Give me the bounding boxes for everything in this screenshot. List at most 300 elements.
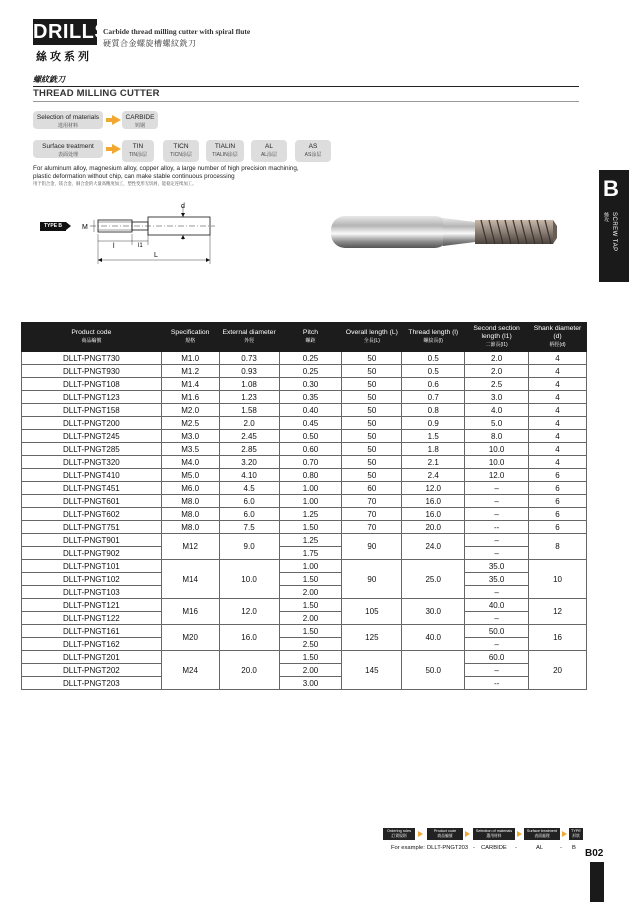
ordering-materials-box <box>473 828 515 840</box>
overall-length-cell: 50 <box>342 365 402 378</box>
thread-length-cell: 40.0 <box>402 625 465 651</box>
table-row <box>22 677 587 690</box>
materials-label-cn: 选用材料 <box>57 123 78 129</box>
ordering-box-cn: 形狀 <box>572 834 580 838</box>
second-section-length-cell: 12.0 <box>465 469 529 482</box>
table-row <box>22 599 587 612</box>
specification-cell: M14 <box>161 560 219 599</box>
product-code-cell: DLLT-PNGT200 <box>22 417 162 430</box>
overall-length-cell: 90 <box>342 560 402 599</box>
specification-cell: M1.6 <box>161 391 219 404</box>
external-diameter-cell: 1.23 <box>219 391 279 404</box>
surface-option-ticn <box>163 140 199 162</box>
product-code-cell: DLLT-PNGT601 <box>22 495 162 508</box>
external-diameter-cell: 2.0 <box>219 417 279 430</box>
column-header-en: Overall length (L) <box>345 329 398 336</box>
shank-diameter-cell: 6 <box>529 495 587 508</box>
materials-label <box>33 111 103 129</box>
external-diameter-cell: 2.45 <box>219 430 279 443</box>
second-section-length-cell: – <box>465 534 529 547</box>
column-header <box>402 323 465 352</box>
shank-diameter-cell: 4 <box>529 391 587 404</box>
column-header <box>161 323 219 352</box>
surface-option-cn: AS涂层 <box>304 152 322 158</box>
second-section-length-cell: – <box>465 508 529 521</box>
table-row <box>22 365 587 378</box>
ordering-box-en: Selection of materials <box>475 829 513 833</box>
subtitle-en: Carbide thread milling cutter with spiral flute <box>103 27 251 36</box>
surface-label <box>33 140 103 158</box>
column-header-cn: 二節長(l1) <box>485 342 508 348</box>
thread-length-cell: 16.0 <box>402 508 465 521</box>
column-header-cn: 規格 <box>185 338 196 344</box>
example-material: CARBIDE <box>481 845 507 851</box>
column-header-cn: 全長(L) <box>363 338 380 344</box>
column-header-cn: 螺距 <box>305 338 316 344</box>
overall-length-cell: 70 <box>342 508 402 521</box>
thread-length-cell: 0.8 <box>402 404 465 417</box>
shank-diameter-cell: 10 <box>529 560 587 599</box>
section-title-cn: 螺紋銑刀 <box>33 75 65 84</box>
overall-length-cell: 50 <box>342 391 402 404</box>
shank-diameter-cell: 12 <box>529 599 587 625</box>
overall-length-cell: 50 <box>342 378 402 391</box>
product-code-cell: DLLT-PNGT161 <box>22 625 162 638</box>
column-header-cn: 柄徑(d) <box>549 342 566 348</box>
second-section-length-cell: – <box>465 612 529 625</box>
product-code-cell: DLLT-PNGT930 <box>22 365 162 378</box>
table-row <box>22 638 587 651</box>
description-line-2: plastic deformation without chip, can make stable continuous processing <box>33 172 235 180</box>
table-row <box>22 651 587 664</box>
table-row <box>22 469 587 482</box>
table-row <box>22 456 587 469</box>
second-section-length-cell: 2.0 <box>465 365 529 378</box>
surface-option-en: TIN <box>132 143 144 150</box>
surface-option-as <box>295 140 331 162</box>
ordering-box-en: TYPE <box>571 829 581 833</box>
thread-length-cell: 16.0 <box>402 495 465 508</box>
column-header-en: Product code <box>71 329 112 336</box>
second-section-length-cell: 10.0 <box>465 443 529 456</box>
specification-cell: M20 <box>161 625 219 651</box>
column-header-cn: 螺紋長(l) <box>423 338 443 344</box>
table-row <box>22 612 587 625</box>
thread-length-cell: 24.0 <box>402 534 465 560</box>
specification-cell: M1.0 <box>161 352 219 365</box>
thread-length-cell: 2.4 <box>402 469 465 482</box>
l-label: l <box>113 243 115 250</box>
table-row <box>22 547 587 560</box>
external-diameter-cell: 1.58 <box>219 404 279 417</box>
page-bar <box>590 862 604 902</box>
surface-option-cn: TICN涂层 <box>170 152 192 158</box>
arrow-right-icon <box>465 831 470 837</box>
second-section-length-cell: – <box>465 482 529 495</box>
neck-body <box>443 218 475 246</box>
specification-cell: M24 <box>161 651 219 690</box>
table-row <box>22 573 587 586</box>
side-tab-text-en: SCREW TAP <box>611 212 617 252</box>
ordering-box-cn: 選用材料 <box>486 834 502 838</box>
brand-cn: 絲攻系列 <box>36 51 92 63</box>
product-code-cell: DLLT-PNGT320 <box>22 456 162 469</box>
description-cn: 用于铝合金、镁合金、铜合金的大量高精度加工，塑性变形无切屑，能稳定连续加工。 <box>33 181 197 186</box>
overall-length-cell: 90 <box>342 534 402 560</box>
shank-diameter-cell: 6 <box>529 469 587 482</box>
arrow-right-icon <box>418 831 423 837</box>
product-code-cell: DLLT-PNGT451 <box>22 482 162 495</box>
surface-option-en: AL <box>265 143 273 150</box>
pitch-cell: 1.25 <box>279 534 342 547</box>
surface-label-en: Surface treatment <box>42 143 94 150</box>
thread-length-cell: 1.8 <box>402 443 465 456</box>
overall-length-cell: 50 <box>342 417 402 430</box>
example-sep: - <box>560 845 562 851</box>
column-header-cn: 商品編號 <box>81 338 102 344</box>
column-header-en: Specification <box>170 329 210 336</box>
ordering-box-cn: 表面處理 <box>534 834 550 838</box>
external-diameter-cell: 16.0 <box>219 625 279 651</box>
shank-diameter-cell: 4 <box>529 378 587 391</box>
specification-cell: M3.0 <box>161 430 219 443</box>
arrow-right-icon <box>112 115 121 125</box>
subtitle-cn: 硬質合金螺旋槽螺紋銑刀 <box>103 39 197 48</box>
shank-diameter-cell: 4 <box>529 352 587 365</box>
product-code-cell: DLLT-PNGT162 <box>22 638 162 651</box>
product-code-cell: DLLT-PNGT102 <box>22 573 162 586</box>
overall-length-cell: 50 <box>342 469 402 482</box>
product-code-cell: DLLT-PNGT202 <box>22 664 162 677</box>
thread-length-cell: 12.0 <box>402 482 465 495</box>
shank-body <box>331 216 449 248</box>
ordering-surface-box <box>524 828 560 840</box>
column-header <box>22 323 162 352</box>
pitch-cell: 1.50 <box>279 573 342 586</box>
product-code-cell: DLLT-PNGT730 <box>22 352 162 365</box>
ordering-box-en: Ordering rules <box>386 829 412 833</box>
external-diameter-cell: 10.0 <box>219 560 279 599</box>
table-row <box>22 352 587 365</box>
specification-cell: M4.0 <box>161 456 219 469</box>
specification-cell: M8.0 <box>161 495 219 508</box>
specification-cell: M1.4 <box>161 378 219 391</box>
thread-length-cell: 0.5 <box>402 365 465 378</box>
surface-option-en: TIALIN <box>214 143 236 150</box>
product-code-cell: DLLT-PNGT122 <box>22 612 162 625</box>
external-diameter-cell: 6.0 <box>219 495 279 508</box>
overall-length-cell: 105 <box>342 599 402 625</box>
overall-length-cell: 145 <box>342 651 402 690</box>
table-row <box>22 560 587 573</box>
thread-length-cell: 30.0 <box>402 599 465 625</box>
specification-cell: M6.0 <box>161 482 219 495</box>
product-code-cell: DLLT-PNGT123 <box>22 391 162 404</box>
second-section-length-cell: – <box>465 664 529 677</box>
d-arrow <box>181 235 185 239</box>
second-section-length-cell: 10.0 <box>465 456 529 469</box>
example-label: For example: <box>391 845 425 851</box>
materials-label-en: Selection of materials <box>36 114 100 121</box>
second-section-length-cell: 4.0 <box>465 404 529 417</box>
table-row <box>22 625 587 638</box>
pitch-cell: 1.50 <box>279 651 342 664</box>
d-arrow <box>181 213 185 217</box>
thread-length-cell: 0.6 <box>402 378 465 391</box>
surface-option-cn: AL涂层 <box>260 152 278 158</box>
overall-length-cell: 70 <box>342 495 402 508</box>
tool-drawing <box>80 200 220 270</box>
column-header-en: Thread length (l) <box>408 329 459 336</box>
shank-diameter-cell: 4 <box>529 456 587 469</box>
product-code-cell: DLLT-PNGT121 <box>22 599 162 612</box>
pitch-cell: 2.00 <box>279 664 342 677</box>
product-code-cell: DLLT-PNGT108 <box>22 378 162 391</box>
overall-length-cell: 125 <box>342 625 402 651</box>
surface-option-en: TICN <box>173 143 189 150</box>
column-header-cn: 外徑 <box>244 338 255 344</box>
type-label: TYPE B <box>40 222 66 231</box>
second-section-length-cell: -- <box>465 677 529 690</box>
side-tab-text-cn: 絲攻 <box>603 212 609 222</box>
product-code-cell: DLLT-PNGT158 <box>22 404 162 417</box>
second-section-length-cell: 3.0 <box>465 391 529 404</box>
surface-option-cn: TIALIN涂层 <box>212 152 238 158</box>
pitch-cell: 0.25 <box>279 365 342 378</box>
product-code-cell: DLLT-PNGT203 <box>22 677 162 690</box>
pitch-cell: 1.50 <box>279 625 342 638</box>
external-diameter-cell: 1.08 <box>219 378 279 391</box>
shank-diameter-cell: 8 <box>529 534 587 560</box>
second-section-length-cell: 40.0 <box>465 599 529 612</box>
pitch-cell: 0.80 <box>279 469 342 482</box>
table-row <box>22 443 587 456</box>
product-code-cell: DLLT-PNGT103 <box>22 586 162 599</box>
example-surface: AL <box>536 845 544 851</box>
pitch-cell: 1.00 <box>279 482 342 495</box>
example-sep: - <box>515 845 517 851</box>
arrow-right-icon <box>112 144 121 154</box>
l1-label: l1 <box>138 243 143 249</box>
specification-cell: M1.2 <box>161 365 219 378</box>
thread-length-cell: 2.1 <box>402 456 465 469</box>
materials-value <box>122 111 158 129</box>
ordering-box-cn: 商品編號 <box>437 834 453 838</box>
external-diameter-cell: 20.0 <box>219 651 279 690</box>
pitch-cell: 0.70 <box>279 456 342 469</box>
table-header-row <box>22 323 587 352</box>
thread-length-cell: 0.5 <box>402 352 465 365</box>
type-pointer-icon <box>66 222 71 230</box>
pitch-cell: 0.50 <box>279 430 342 443</box>
ordering-box-en: Product code <box>433 829 457 833</box>
tool-photo <box>325 210 560 254</box>
page-number: B02 <box>585 848 604 859</box>
second-section-length-cell: 60.0 <box>465 651 529 664</box>
description-line-1: For aluminum alloy, magnesium alloy, copper alloy, a large number of high precision machining, <box>33 165 299 172</box>
surface-option-tin <box>122 140 154 162</box>
table-row <box>22 508 587 521</box>
shank-diameter-cell: 6 <box>529 482 587 495</box>
second-section-length-cell: -- <box>465 521 529 534</box>
ordering-box-cn: 訂貨規則 <box>391 834 407 838</box>
pitch-cell: 0.45 <box>279 417 342 430</box>
shank-diameter-cell: 4 <box>529 430 587 443</box>
specification-cell: M2.5 <box>161 417 219 430</box>
pitch-cell: 0.60 <box>279 443 342 456</box>
external-diameter-cell: 0.93 <box>219 365 279 378</box>
second-section-length-cell: 35.0 <box>465 573 529 586</box>
table-row <box>22 482 587 495</box>
shank-diameter-cell: 20 <box>529 651 587 690</box>
external-diameter-cell: 2.85 <box>219 443 279 456</box>
shank-diameter-cell: 4 <box>529 365 587 378</box>
thread-length-cell: 1.5 <box>402 430 465 443</box>
section-title-en: THREAD MILLING CUTTER <box>33 88 160 99</box>
product-code-cell: DLLT-PNGT602 <box>22 508 162 521</box>
shank-diameter-cell: 6 <box>529 521 587 534</box>
pitch-cell: 1.25 <box>279 508 342 521</box>
thread-length-cell: 25.0 <box>402 560 465 599</box>
shank-diameter-cell: 4 <box>529 404 587 417</box>
overall-length-cell: 70 <box>342 521 402 534</box>
thread-length-cell: 0.9 <box>402 417 465 430</box>
example-sep: - <box>473 845 475 851</box>
pitch-cell: 0.30 <box>279 378 342 391</box>
product-code-cell: DLLT-PNGT901 <box>22 534 162 547</box>
column-header <box>279 323 342 352</box>
overall-length-cell: 50 <box>342 443 402 456</box>
description-en <box>33 165 353 180</box>
table-row <box>22 534 587 547</box>
pitch-cell: 1.50 <box>279 521 342 534</box>
example-type: B <box>572 845 576 851</box>
specification-cell: M12 <box>161 534 219 560</box>
table-row <box>22 495 587 508</box>
specification-cell: M8.0 <box>161 521 219 534</box>
second-section-length-cell: 8.0 <box>465 430 529 443</box>
product-code-cell: DLLT-PNGT410 <box>22 469 162 482</box>
product-code-cell: DLLT-PNGT285 <box>22 443 162 456</box>
second-section-length-cell: 2.0 <box>465 352 529 365</box>
ordering-box-en: Surface treatment <box>526 829 558 833</box>
spec-table <box>21 322 587 690</box>
thread-length-cell: 20.0 <box>402 521 465 534</box>
surface-option-en: AS <box>308 143 318 150</box>
column-header <box>342 323 402 352</box>
product-code-cell: DLLT-PNGT101 <box>22 560 162 573</box>
column-header-en: Second section length (l1) <box>473 325 520 340</box>
external-diameter-cell: 12.0 <box>219 599 279 625</box>
pitch-cell: 0.35 <box>279 391 342 404</box>
arrow-right-icon <box>562 831 567 837</box>
second-section-length-cell: – <box>465 547 529 560</box>
second-section-length-cell: 2.5 <box>465 378 529 391</box>
shank-diameter-cell: 6 <box>529 508 587 521</box>
second-section-length-cell: – <box>465 638 529 651</box>
ordering-type-box <box>569 828 583 840</box>
table-row <box>22 404 587 417</box>
shank-diameter-cell: 4 <box>529 417 587 430</box>
table-row <box>22 586 587 599</box>
brand-logo: DRILLS <box>33 21 109 43</box>
product-code-cell: DLLT-PNGT902 <box>22 547 162 560</box>
external-diameter-cell: 7.5 <box>219 521 279 534</box>
table-row <box>22 391 587 404</box>
side-tab <box>599 170 629 282</box>
column-header-en: Shank diameter (d) <box>533 325 582 340</box>
second-section-length-cell: 50.0 <box>465 625 529 638</box>
specification-cell: M5.0 <box>161 469 219 482</box>
shank-diameter-cell: 4 <box>529 443 587 456</box>
external-diameter-cell: 3.20 <box>219 456 279 469</box>
surface-label-cn: 表面处理 <box>57 152 78 158</box>
pitch-cell: 0.25 <box>279 352 342 365</box>
arrow-right-icon <box>517 831 522 837</box>
column-header <box>529 323 587 352</box>
external-diameter-cell: 4.5 <box>219 482 279 495</box>
table-row <box>22 521 587 534</box>
column-header <box>465 323 529 352</box>
overall-length-cell: 50 <box>342 404 402 417</box>
table-row <box>22 430 587 443</box>
overall-length-cell: 50 <box>342 352 402 365</box>
table-row <box>22 664 587 677</box>
table-row <box>22 378 587 391</box>
pitch-cell: 2.50 <box>279 638 342 651</box>
surface-option-tialin <box>206 140 244 162</box>
pitch-cell: 2.00 <box>279 612 342 625</box>
section-divider-2 <box>33 101 579 102</box>
external-diameter-cell: 4.10 <box>219 469 279 482</box>
side-tab-letter: B <box>603 176 619 201</box>
ordering-rules-box <box>383 828 415 840</box>
surface-option-cn: TIN涂层 <box>128 152 148 158</box>
column-header <box>219 323 279 352</box>
thread-length-cell: 0.7 <box>402 391 465 404</box>
second-section-length-cell: – <box>465 586 529 599</box>
section-divider <box>33 86 579 87</box>
specification-cell: M8.0 <box>161 508 219 521</box>
example-code: DLLT-PNGT203 <box>427 845 469 851</box>
second-section-length-cell: 35.0 <box>465 560 529 573</box>
pitch-cell: 2.00 <box>279 586 342 599</box>
product-code-cell: DLLT-PNGT201 <box>22 651 162 664</box>
surface-option-al <box>251 140 287 162</box>
pitch-cell: 1.00 <box>279 495 342 508</box>
specification-cell: M16 <box>161 599 219 625</box>
specification-cell: M2.0 <box>161 404 219 417</box>
external-diameter-cell: 0.73 <box>219 352 279 365</box>
second-section-length-cell: – <box>465 495 529 508</box>
specification-cell: M3.5 <box>161 443 219 456</box>
L-label: L <box>154 252 158 259</box>
d-label: d <box>181 203 185 210</box>
thread-length-cell: 50.0 <box>402 651 465 690</box>
second-section-length-cell: 5.0 <box>465 417 529 430</box>
ordering-product-code-box <box>427 828 463 840</box>
table-row <box>22 417 587 430</box>
shank-diameter-cell: 16 <box>529 625 587 651</box>
column-header-en: Pitch <box>302 329 319 336</box>
pitch-cell: 1.50 <box>279 599 342 612</box>
external-diameter-cell: 6.0 <box>219 508 279 521</box>
product-code-cell: DLLT-PNGT245 <box>22 430 162 443</box>
m-label: M <box>82 224 88 231</box>
materials-value-cn: 钨钢 <box>134 123 145 129</box>
product-code-cell: DLLT-PNGT751 <box>22 521 162 534</box>
overall-length-cell: 60 <box>342 482 402 495</box>
